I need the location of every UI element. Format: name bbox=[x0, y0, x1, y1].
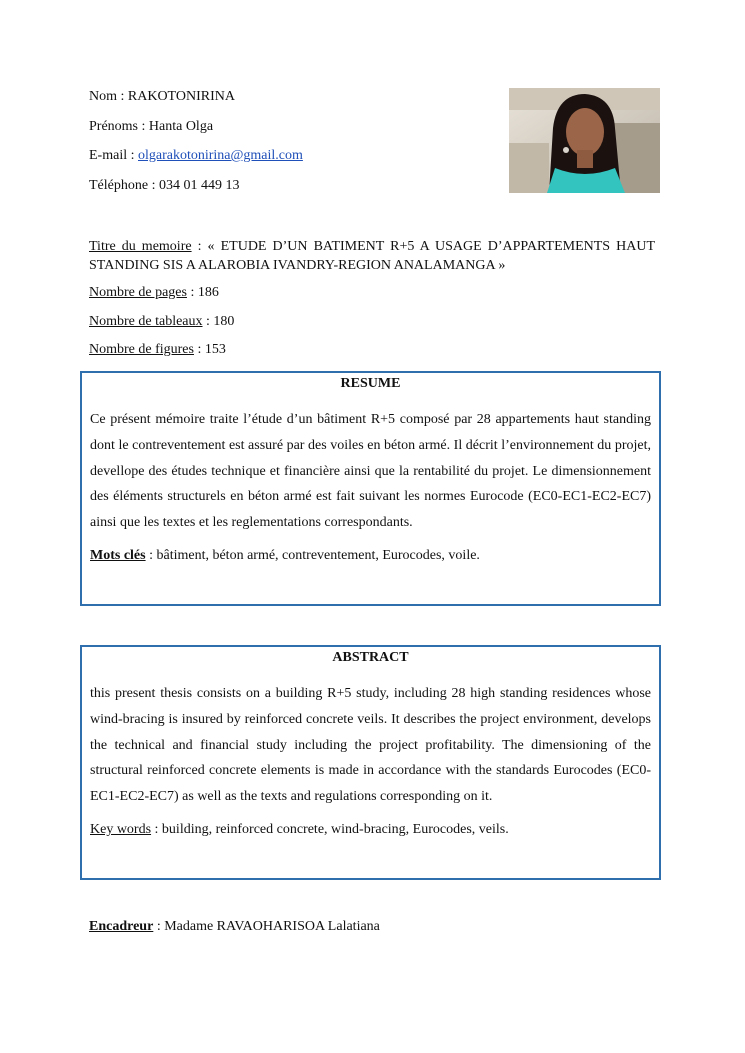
nom-label: Nom : bbox=[89, 89, 128, 104]
tableaux-value: : 180 bbox=[202, 314, 235, 329]
abstract-body: this present thesis consists on a building R+5 study, including 28 high standing residences whose wind-bracing is insured by reinforced concrete veils. It describes the project environment, develops the technical and financial study including the project profitability. The dimensioning of the structural reinforced concrete elements is made in accordance with the standards Eurocodes (EC0-EC1-EC2-EC7) as well as the texts and regulations corresponding on it. bbox=[90, 686, 651, 805]
resume-title: RESUME bbox=[340, 376, 401, 391]
abstract-keywords-value: : building, reinforced concrete, wind-bracing, Eurocodes, veils. bbox=[151, 821, 509, 837]
memoire-title bbox=[89, 237, 655, 275]
resume-body: Ce présent mémoire traite l’étude d’un bâtiment R+5 composé par 28 appartements haut standing dont le contreventement est assuré par des voiles en béton armé. Il décrit l’environnement du projet, devellope des études technique et financière ainsi que la rentabilité du projet. Le dimensionnement des éléments structurels en béton armé est fait suivant les normes Eurocode (EC0-EC1-EC2-EC7) ainsi que les textes et les reglementations correspondants. bbox=[90, 412, 651, 531]
nom-line bbox=[89, 89, 235, 105]
email-link[interactable]: olgarakotonirina@gmail.com bbox=[138, 148, 303, 163]
figures-value: : 153 bbox=[193, 342, 226, 357]
telephone-value: 034 01 449 13 bbox=[158, 178, 240, 193]
figures-line bbox=[89, 342, 226, 358]
memoire-title-label: Titre du memoire bbox=[89, 239, 192, 254]
abstract-keywords-label: Key words bbox=[90, 821, 152, 837]
resume-keywords-value: : bâtiment, béton armé, contreventement, Eurocodes, voile. bbox=[145, 547, 480, 563]
prenoms-label: Prénoms : bbox=[89, 119, 149, 134]
memoire-title-value: : « ETUDE D’UN BATIMENT R+5 A USAGE D’APPARTEMENTS HAUT STANDING SIS A ALAROBIA IVANDRY-REGION ANALAMANGA » bbox=[89, 239, 655, 273]
telephone-line bbox=[89, 178, 239, 194]
encadreur-line bbox=[89, 919, 380, 935]
abstract-keywords bbox=[90, 820, 651, 840]
tableaux-line bbox=[89, 314, 234, 330]
email-label: E-mail : bbox=[89, 148, 138, 163]
portrait-photo bbox=[509, 88, 660, 193]
tableaux-label: Nombre de tableaux bbox=[89, 314, 203, 329]
nom-value: RAKOTONIRINA bbox=[127, 89, 235, 104]
resume-keywords-label: Mots clés bbox=[90, 547, 146, 563]
prenoms-line bbox=[89, 119, 213, 135]
pages-line bbox=[89, 285, 219, 301]
encadreur-label: Encadreur bbox=[89, 919, 154, 934]
email-line bbox=[89, 148, 303, 164]
pages-value: : 186 bbox=[186, 285, 219, 300]
telephone-label: Téléphone : bbox=[89, 178, 159, 193]
resume-box bbox=[80, 371, 661, 606]
abstract-title: ABSTRACT bbox=[332, 650, 409, 665]
figures-label: Nombre de figures bbox=[89, 342, 194, 357]
encadreur-value: : Madame RAVAOHARISOA Lalatiana bbox=[153, 919, 380, 934]
abstract-box bbox=[80, 645, 661, 880]
prenoms-value: Hanta Olga bbox=[148, 119, 214, 134]
resume-keywords bbox=[90, 546, 651, 566]
pages-label: Nombre de pages bbox=[89, 285, 187, 300]
